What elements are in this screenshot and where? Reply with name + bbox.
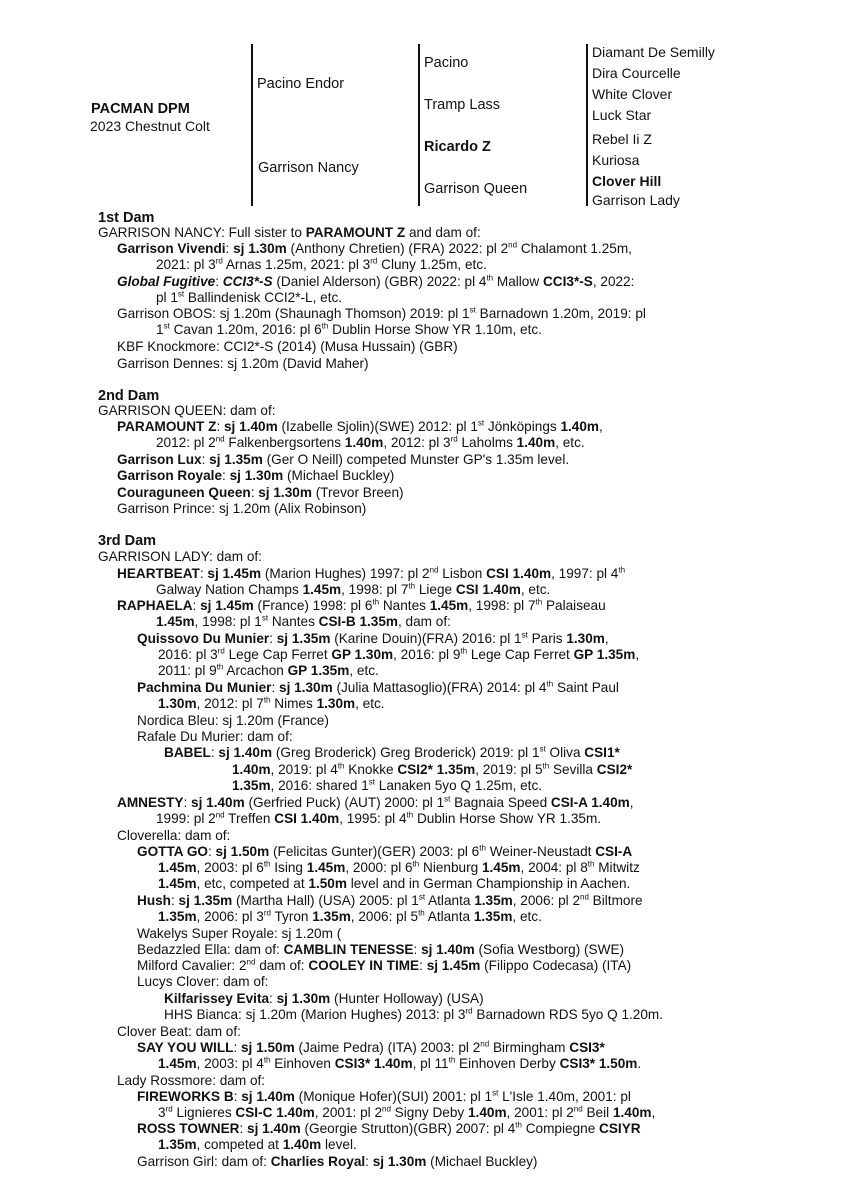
offspring-line: HHS Bianca: sj 1.20m (Marion Hughes) 2013: pl 3rd Barnadown RDS 5yo Q 1.20m. (164, 1006, 664, 1022)
ggp-6: Kuriosa (592, 152, 640, 168)
offspring-line: 2016: pl 3rd Lege Cap Ferret GP 1.30m, 2016: pl 9th Lege Cap Ferret GP 1.35m, (158, 646, 640, 662)
horse-description: 2023 Chestnut Colt (90, 118, 210, 134)
dam-line: GARRISON NANCY: Full sister to PARAMOUNT Z and dam of: (98, 225, 481, 240)
offspring-line: Garrison Royale: sj 1.30m (Michael Buckley) (117, 468, 395, 483)
ggp-5: Rebel Ii Z (592, 131, 652, 147)
section-heading: 3rd Dam (98, 533, 157, 549)
ggp-3: White Clover (592, 86, 673, 102)
offspring-line: HEARTBEAT: sj 1.45m (Marion Hughes) 1997: pl 2nd Lisbon CSI 1.40m, 1997: pl 4th (117, 565, 626, 581)
offspring-line: Cloverella: dam of: (117, 828, 231, 843)
offspring-line: Lady Rossmore: dam of: (117, 1073, 266, 1088)
offspring-line: BABEL: sj 1.40m (Greg Broderick) Greg Broderick) 2019: pl 1st Oliva CSI1* (164, 744, 620, 760)
pedigree-bracket-1 (251, 44, 253, 206)
offspring-line: Quissovo Du Munier: sj 1.35m (Karine Douin)(FRA) 2016: pl 1st Paris 1.30m, (137, 630, 609, 646)
offspring-line: Garrison Girl: dam of: Charlies Royal: sj 1.30m (Michael Buckley) (137, 1154, 538, 1169)
ggp-7: Clover Hill (592, 173, 662, 189)
offspring-line: FIREWORKS B: sj 1.40m (Monique Hofer)(SUI) 2001: pl 1st L'Isle 1.40m, 2001: pl (137, 1088, 631, 1104)
sire-dam: Tramp Lass (424, 97, 501, 113)
ggp-8: Garrison Lady (592, 192, 680, 208)
offspring-line: Kilfarissey Evita: sj 1.30m (Hunter Holloway) (USA) (164, 991, 484, 1006)
offspring-line: 1.35m, competed at 1.40m level. (158, 1137, 357, 1152)
offspring-line: Rafale Du Murier: dam of: (137, 729, 293, 744)
dam-dam: Garrison Queen (424, 181, 528, 197)
offspring-line: RAPHAELA: sj 1.45m (France) 1998: pl 6th Nantes 1.45m, 1998: pl 7th Palaiseau (117, 597, 606, 613)
offspring-line: Garrison OBOS: sj 1.20m (Shaunagh Thomson) 2019: pl 1st Barnadown 1.20m, 2019: pl (117, 305, 646, 321)
offspring-line: 3rd Lignieres CSI-C 1.40m, 2001: pl 2nd Signy Deby 1.40m, 2001: pl 2nd Beil 1.40m, (158, 1104, 656, 1120)
dam-sire: Ricardo Z (424, 139, 491, 155)
offspring-line: Hush: sj 1.35m (Martha Hall) (USA) 2005: pl 1st Atlanta 1.35m, 2006: pl 2nd Biltmore (137, 892, 643, 908)
offspring-line: 1.45m, 2003: pl 4th Einhoven CSI3* 1.40m, pl 11th Einhoven Derby CSI3* 1.50m. (158, 1055, 642, 1071)
offspring-line: Bedazzled Ella: dam of: CAMBLIN TENESSE: sj 1.40m (Sofia Westborg) (SWE) (137, 942, 625, 957)
offspring-line: KBF Knockmore: CCI2*-S (2014) (Musa Hussain) (GBR) (117, 339, 458, 354)
horse-name: PACMAN DPM (91, 101, 190, 117)
offspring-line: Garrison Lux: sj 1.35m (Ger O Neill) competed Munster GP's 1.35m level. (117, 452, 570, 467)
offspring-line: Wakelys Super Royale: sj 1.20m ( (137, 926, 342, 941)
pedigree-bracket-3 (586, 44, 588, 206)
offspring-line: 1.35m, 2006: pl 3rd Tyron 1.35m, 2006: pl 5th Atlanta 1.35m, etc. (158, 908, 542, 924)
offspring-line: Nordica Bleu: sj 1.20m (France) (137, 713, 329, 728)
offspring-line: Clover Beat: dam of: (117, 1024, 241, 1039)
offspring-line: 1.30m, 2012: pl 7th Nimes 1.30m, etc. (158, 695, 385, 711)
offspring-line: GOTTA GO: sj 1.50m (Felicitas Gunter)(GER) 2003: pl 6th Weiner-Neustadt CSI-A (137, 843, 633, 859)
offspring-line: Garrison Prince: sj 1.20m (Alix Robinson) (117, 501, 367, 516)
ggp-2: Dira Courcelle (592, 65, 681, 81)
offspring-line: Garrison Vivendi: sj 1.30m (Anthony Chretien) (FRA) 2022: pl 2nd Chalamont 1.25m, (117, 240, 632, 256)
offspring-line: 2012: pl 2nd Falkenbergsortens 1.40m, 2012: pl 3rd Laholms 1.40m, etc. (156, 434, 585, 450)
offspring-line: 1.45m, etc, competed at 1.50m level and in German Championship in Aachen. (158, 876, 631, 891)
offspring-line: PARAMOUNT Z: sj 1.40m (Izabelle Sjolin)(SWE) 2012: pl 1st Jönköpings 1.40m, (117, 418, 603, 434)
offspring-line: ROSS TOWNER: sj 1.40m (Georgie Strutton)(GBR) 2007: pl 4th Compiegne CSIYR (137, 1120, 641, 1136)
dam-line: GARRISON QUEEN: dam of: (98, 403, 276, 418)
ggp-1: Diamant De Semilly (592, 44, 715, 60)
offspring-line: Milford Cavalier: 2nd dam of: COOLEY IN TIME: sj 1.45m (Filippo Codecasa) (ITA) (137, 957, 632, 973)
offspring-line: 1.45m, 1998: pl 1st Nantes CSI-B 1.35m, dam of: (156, 613, 451, 629)
dam: Garrison Nancy (258, 160, 359, 176)
offspring-line: Pachmina Du Munier: sj 1.30m (Julia Mattasoglio)(FRA) 2014: pl 4th Saint Paul (137, 679, 619, 695)
offspring-line: 1.45m, 2003: pl 6th Ising 1.45m, 2000: pl 6th Nienburg 1.45m, 2004: pl 8th Mitwitz (158, 859, 640, 875)
dam-line: GARRISON LADY: dam of: (98, 549, 262, 564)
ggp-4: Luck Star (592, 107, 652, 123)
offspring-line: Galway Nation Champs 1.45m, 1998: pl 7th Liege CSI 1.40m, etc. (156, 581, 551, 597)
pedigree-bracket-2 (418, 44, 420, 206)
offspring-line: Global Fugitive: CCI3*-S (Daniel Alderson) (GBR) 2022: pl 4th Mallow CCI3*-S, 2022: (117, 273, 635, 289)
offspring-line: 1999: pl 2nd Treffen CSI 1.40m, 1995: pl 4th Dublin Horse Show YR 1.35m. (156, 810, 602, 826)
offspring-line: Lucys Clover: dam of: (137, 974, 269, 989)
section-heading: 2nd Dam (98, 388, 160, 404)
section-heading: 1st Dam (98, 210, 155, 226)
sire-sire: Pacino (424, 55, 469, 71)
offspring-line: 1.35m, 2016: shared 1st Lanaken 5yo Q 1.25m, etc. (232, 777, 543, 793)
sire: Pacino Endor (257, 76, 345, 92)
offspring-line: Couraguneen Queen: sj 1.30m (Trevor Breen) (117, 485, 404, 500)
offspring-line: 2021: pl 3rd Arnas 1.25m, 2021: pl 3rd Cluny 1.25m, etc. (156, 256, 487, 272)
offspring-line: SAY YOU WILL: sj 1.50m (Jaime Pedra) (ITA) 2003: pl 2nd Birmingham CSI3* (137, 1039, 605, 1055)
offspring-line: Garrison Dennes: sj 1.20m (David Maher) (117, 356, 369, 371)
offspring-line: AMNESTY: sj 1.40m (Gerfried Puck) (AUT) 2000: pl 1st Bagnaia Speed CSI-A 1.40m, (117, 794, 634, 810)
offspring-line: pl 1st Ballindenisk CCI2*-L, etc. (156, 289, 343, 305)
offspring-line: 1st Cavan 1.20m, 2016: pl 6th Dublin Horse Show YR 1.10m, etc. (156, 321, 542, 337)
offspring-line: 1.40m, 2019: pl 4th Knokke CSI2* 1.35m, 2019: pl 5th Sevilla CSI2* (232, 761, 633, 777)
offspring-line: 2011: pl 9th Arcachon GP 1.35m, etc. (158, 662, 379, 678)
